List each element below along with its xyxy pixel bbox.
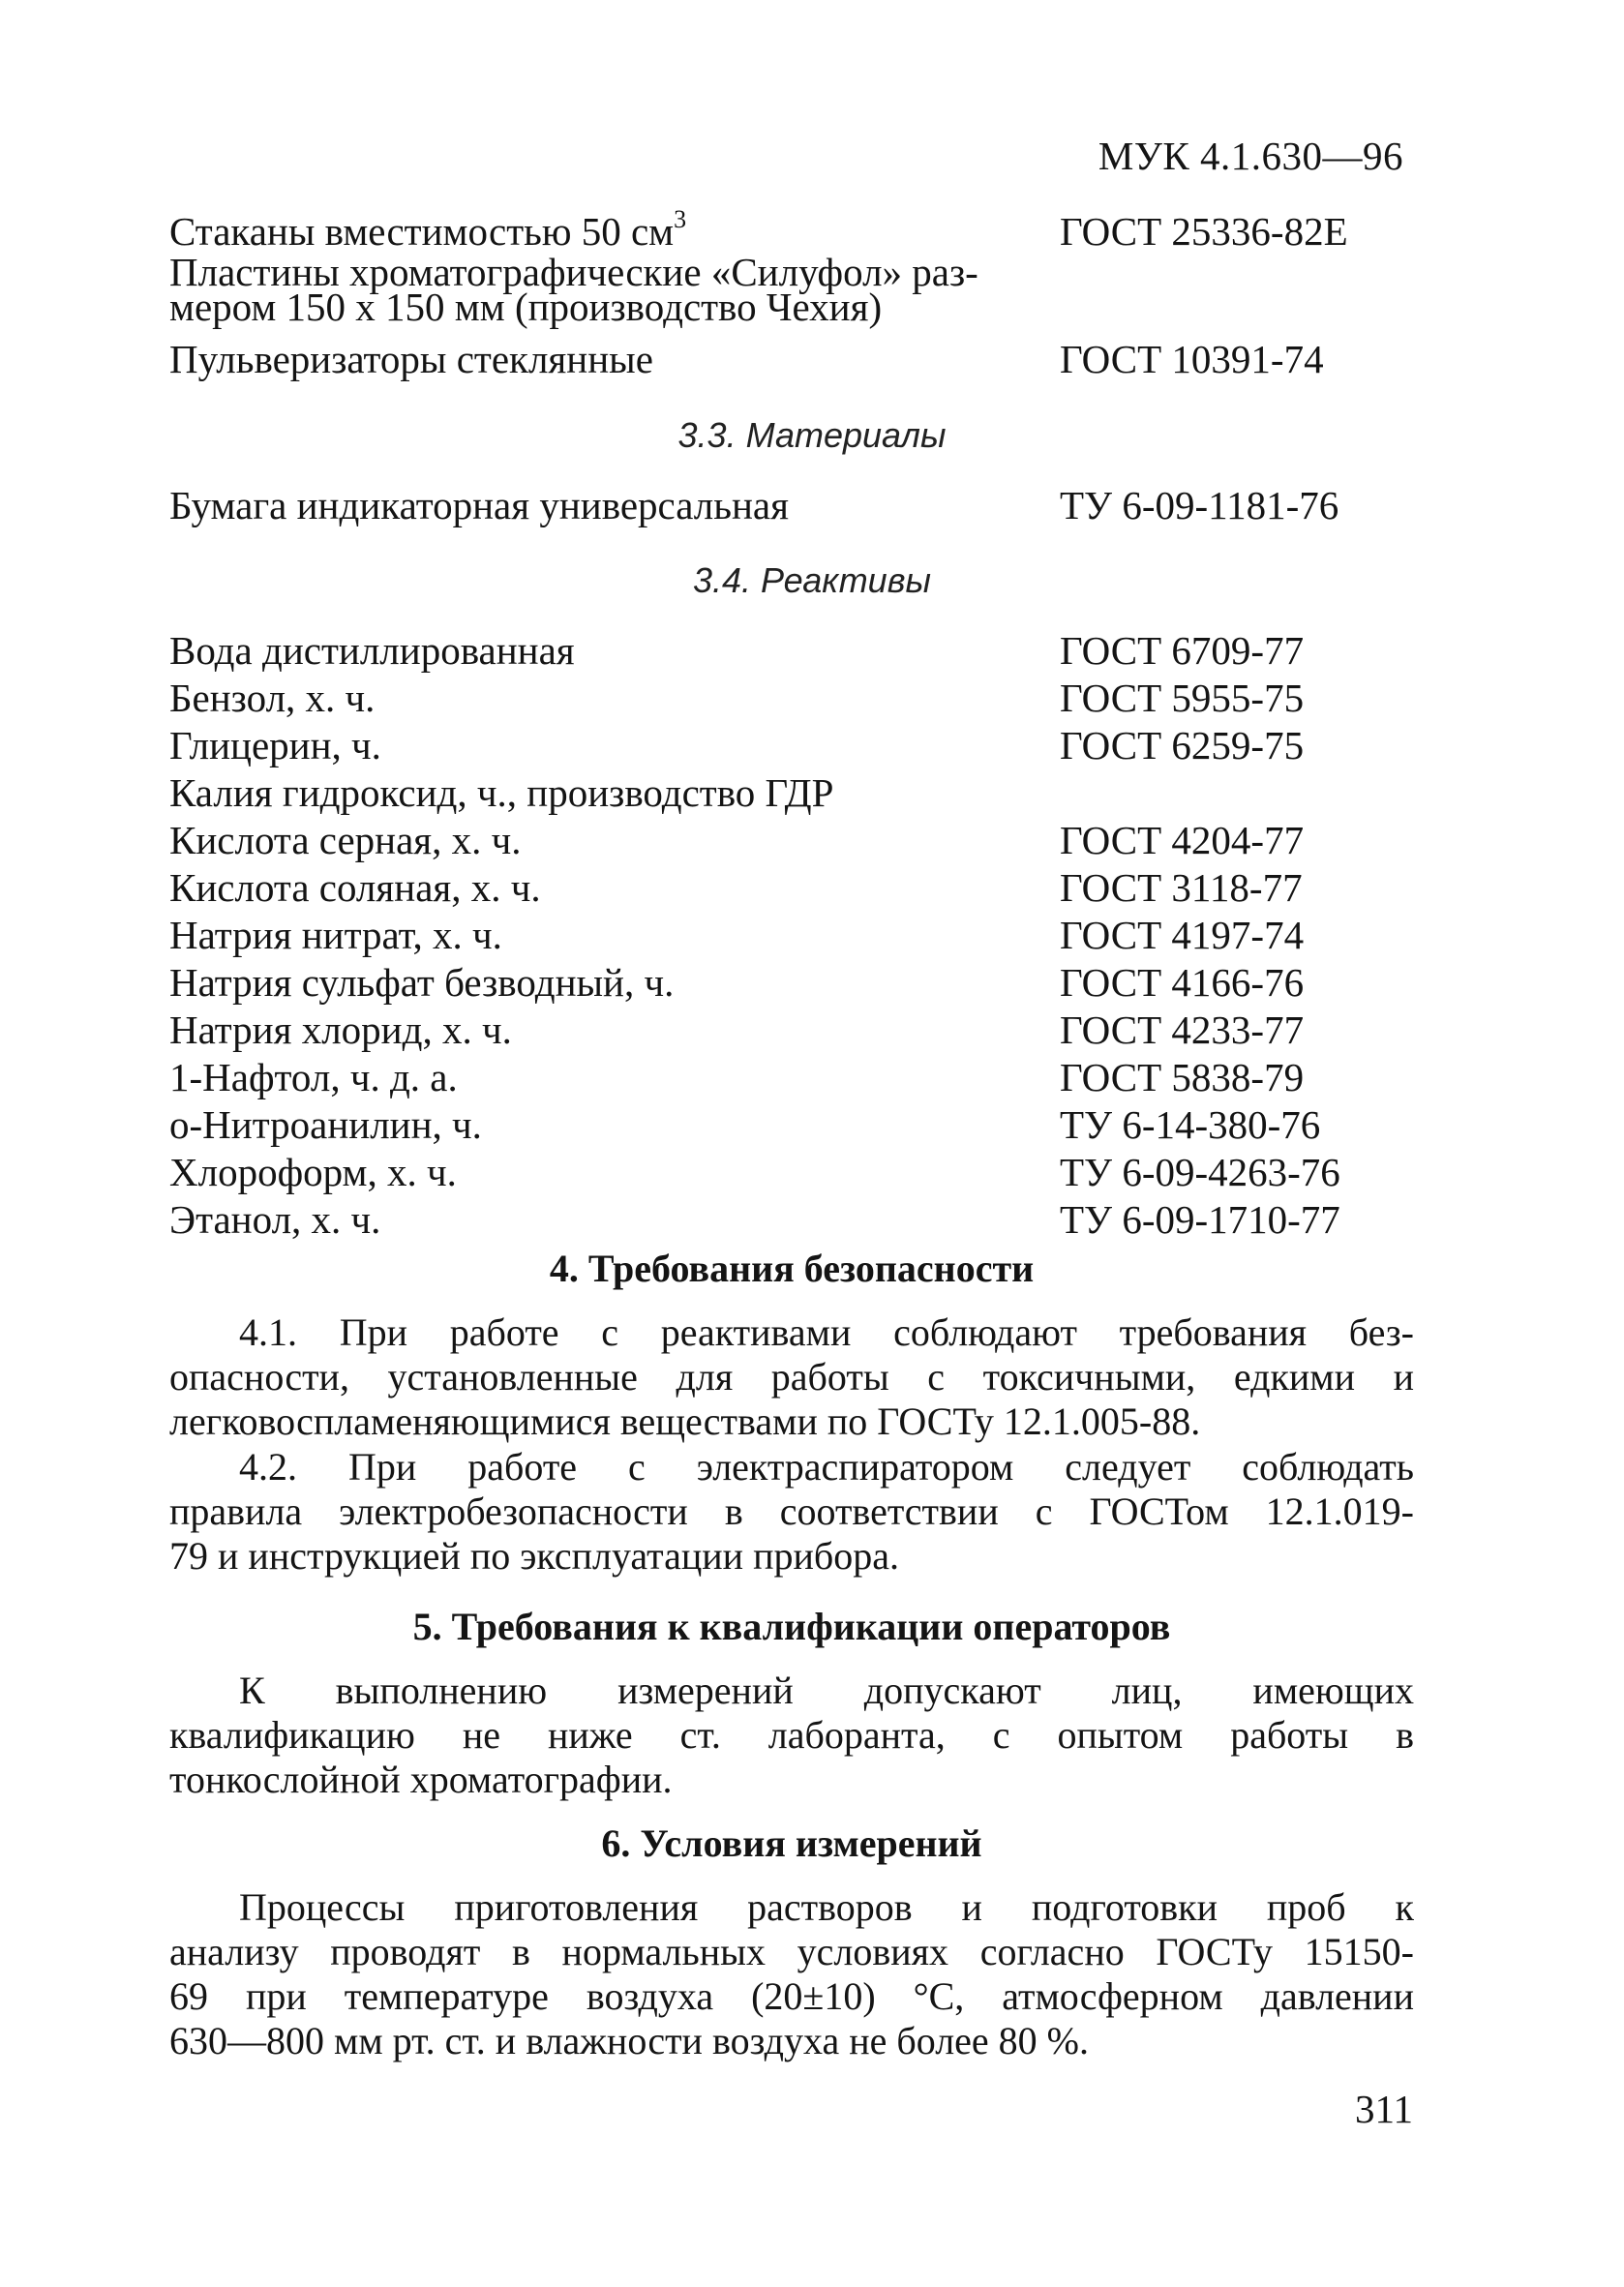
reagent-row [169,912,1408,958]
paragraph-line: опасности, установленные для работы с токсичными, едкими и [169,1355,1414,1399]
reagent-row [169,1149,1408,1195]
equipment-row-sprayers [169,336,1408,382]
reagent-name: о-Нитроанилин, ч. [169,1102,482,1147]
paragraph-line: 630—800 мм рт. ст. и влажности воздуха не более 80 %. [169,2019,1089,2062]
paragraph-line: тонкослойной хроматографии. [169,1758,673,1801]
page-number: 311 [1355,2087,1413,2131]
reagent-row [169,817,1408,863]
paragraph-line: 4.1. При работе с реактивами соблюдают требования без- [239,1310,1414,1354]
materials-row [169,482,1408,528]
material-name: Бумага индикаторная универсальная [169,483,789,527]
reagent-standard: ГОСТ 5955-75 [1060,676,1305,720]
superscript: 3 [674,205,687,233]
reagent-name: Кислота соляная, х. ч. [169,865,541,910]
reagent-row [169,675,1408,721]
section-5-title: 5. Требования к квалификации операторов [412,1605,1171,1648]
reagent-name: 1-Нафтол, ч. д. а. [169,1055,458,1099]
equipment-name: Пульверизаторы стеклянные [169,337,653,381]
reagent-standard: ГОСТ 4166-76 [1060,960,1305,1005]
paragraph-line: Процессы приготовления растворов и подготовки проб к [239,1885,1414,1929]
section-4-paragraph-1 [169,1310,1414,1444]
reagent-name: Глицерин, ч. [169,723,381,767]
equipment-name: Стаканы вместимостью 50 $см^3$ [169,205,687,254]
equipment-row-beakers [169,205,1408,255]
paragraph-line: квалификацию не ниже ст. лаборанта, с опытом работы в [169,1713,1414,1757]
section-6-title: 6. Условия измерений [601,1821,982,1865]
reagent-standard: ТУ 6-09-1710-77 [1060,1197,1340,1242]
reagent-row [169,1054,1408,1100]
reagent-standard: ТУ 6-14-380-76 [1060,1102,1321,1147]
document-code-header: МУК 4.1.630—96 [1098,134,1403,178]
paragraph-line: анализу проводят в нормальных условиях согласно ГОСТу 15150- [169,1930,1414,1973]
reagent-name: Калия гидроксид, ч., производство ГДР [169,770,834,815]
materials-subheading: 3.3. Материалы [677,415,947,455]
material-standard: ТУ 6-09-1181-76 [1060,483,1339,527]
reagent-standard: ГОСТ 5838-79 [1060,1055,1305,1099]
reagent-standard: ТУ 6-09-4263-76 [1060,1150,1340,1194]
reagent-row [169,864,1408,911]
reagent-name: Вода дистиллированная [169,628,575,673]
reagent-standard: ГОСТ 4197-74 [1060,913,1305,957]
section-5-paragraph [169,1669,1414,1802]
paragraph-line: 4.2. При работе с электраспиратором следует соблюдать [239,1445,1414,1489]
paragraph-line: К выполнению измерений допускают лиц, имеющих [239,1669,1414,1712]
equipment-standard: ГОСТ 10391-74 [1060,337,1324,381]
paragraph-line: легковоспламеняющимися веществами по ГОСТу 12.1.005-88. [169,1399,1201,1443]
reagent-standard: ГОСТ 3118-77 [1060,865,1303,910]
paragraph-line: 69 при температуре воздуха (20±10) °С, атмосферном давлении [169,1974,1414,2018]
reagent-row [169,722,1408,768]
reagent-standard: ГОСТ 4204-77 [1060,818,1305,862]
reagent-name: Хлороформ, х. ч. [169,1150,457,1194]
equipment-standard: ГОСТ 25336-82Е [1060,209,1348,254]
reagent-standard: ГОСТ 6709-77 [1060,628,1305,673]
reagent-name: Натрия сульфат безводный, ч. [169,960,675,1005]
reagent-row [169,769,1408,816]
reagent-row [169,1101,1408,1148]
paragraph-line: 79 и инструкцией по эксплуатации прибора. [169,1534,900,1578]
reagent-name: Кислота серная, х. ч. [169,818,522,862]
reagent-name: Натрия хлорид, х. ч. [169,1008,512,1052]
paragraph-line: правила электробезопасности в соответствии с ГОСТом 12.1.019- [169,1490,1414,1533]
reagents-subheading: 3.4. Реактивы [693,560,931,600]
equipment-plates-line1: Пластины хроматографические «Силуфол» раз- [169,250,978,294]
reagent-standard: ГОСТ 4233-77 [1060,1008,1305,1052]
reagent-standard: ГОСТ 6259-75 [1060,723,1305,767]
equipment-plates-line2: мером 150 х 150 мм (производство Чехия) [169,285,883,329]
section-6-paragraph [169,1885,1414,2063]
reagent-row [169,1007,1408,1053]
reagent-name: Этанол, х. ч. [169,1197,381,1242]
section-4-title: 4. Требования безопасности [549,1247,1035,1290]
reagent-name: Натрия нитрат, х. ч. [169,913,502,957]
reagent-row [169,627,1408,674]
reagent-row [169,959,1408,1006]
reagent-name: Бензол, х. ч. [169,676,376,720]
section-4-paragraph-2 [169,1445,1414,1579]
reagent-row [169,1196,1408,1243]
